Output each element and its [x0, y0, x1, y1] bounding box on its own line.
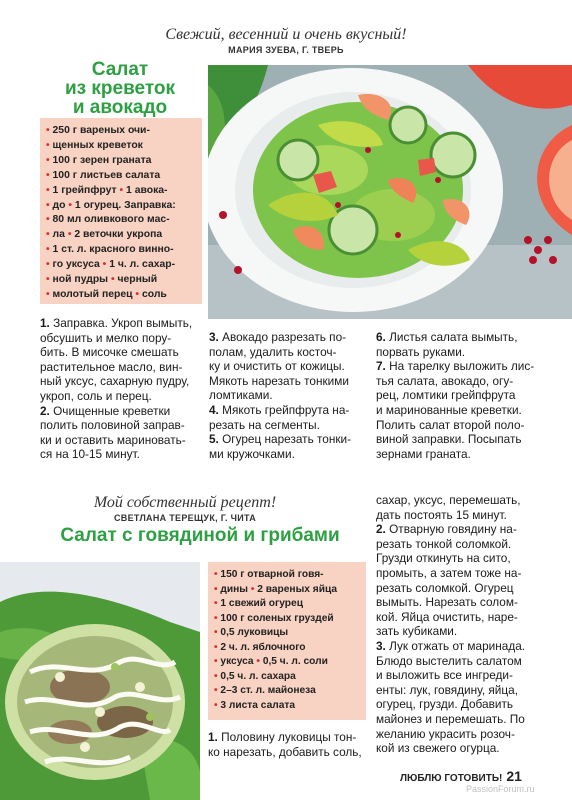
step-line: майонез и перемешать. По — [376, 711, 525, 726]
recipe2-steps-col-left — [208, 730, 370, 759]
page-footer — [400, 768, 560, 784]
ingredient-line: • 0,5 ч. л. сахара — [214, 670, 296, 682]
step-line: сахар, уксус, перемешать, — [376, 493, 521, 507]
ingredient-line: • 0,5 луковицы — [214, 627, 289, 638]
step-line: порвать руками. — [376, 344, 466, 359]
step-line: Мякоть нарезать тонкими — [209, 373, 349, 388]
step-line: и выложить все ингреди- — [376, 668, 513, 683]
ingredient-line: • 250 г вареных очи- — [46, 125, 150, 136]
step-line: кой из свежего огурца. — [376, 741, 500, 756]
ingredient-line: • уксуса • 0,5 ч. л. соли — [214, 656, 328, 667]
recipe1-author: МАРИЯ ЗУЕВА, Г. ТВЕРЬ — [228, 45, 344, 55]
step-line: ко нарезать, добавить соль, — [208, 744, 362, 759]
step-line: растительное масло, вин- — [40, 359, 183, 374]
watermark: PassionForum.ru — [466, 784, 535, 794]
step-line: вымыть. Нарезать солом- — [376, 595, 518, 610]
recipe1-title-line: Салат — [91, 59, 149, 80]
ingredient-line: • до • 1 огурец. Заправка: — [46, 199, 176, 211]
step-line: промыть, а затем тоже на- — [376, 565, 522, 580]
beef-salad-photo — [0, 562, 200, 800]
step-line: ный уксус, сахарную пудру, — [40, 374, 190, 389]
step-line: енты: лук, говядину, яйца, — [376, 682, 518, 697]
step-line: Блюдо выстелить салатом — [376, 653, 522, 668]
ingredient-line: • молотый перец • соль — [46, 288, 167, 300]
step-line: зернами граната. — [376, 446, 471, 461]
step-line: зать кубиками. — [376, 624, 458, 639]
recipe1-title-line: и авокадо — [72, 97, 168, 118]
step-line: Полить салат второй поло- — [376, 417, 525, 432]
magazine-name: ЛЮБЛЮ ГОТОВИТЬ! — [400, 773, 503, 784]
recipe1-steps-col1 — [40, 316, 202, 462]
step-line: рец, ломтики грейпфрута — [376, 388, 516, 403]
step-line: ломтиками. — [209, 388, 273, 403]
page-number: 21 — [506, 768, 522, 784]
recipe2-ingredients — [208, 562, 366, 720]
step-line: 2. Отварную говядину на- — [376, 522, 517, 537]
step-line: ки и оставить мариновать- — [40, 432, 186, 447]
step-line: дать постоять 15 минут. — [376, 507, 507, 522]
ingredient-line: • 100 г листьев салата — [46, 169, 161, 181]
step-line: 7. На тарелку выложить лис- — [376, 359, 535, 374]
step-line: укроп, соль и перец. — [40, 388, 152, 403]
ingredient-line: • ла • 2 веточки укропа — [46, 229, 163, 241]
step-line: резать на сегменты. — [209, 417, 320, 432]
ingredient-line: • 2 ч. л. яблочного — [214, 641, 306, 653]
step-line: тья салата, авокадо, огу- — [376, 373, 514, 388]
step-line: 4. Мякоть грейпфрута на- — [209, 402, 350, 417]
recipe1-title — [40, 60, 200, 117]
recipe2-steps-col-right — [376, 493, 540, 756]
step-line: полам, удалить косточ- — [209, 344, 337, 359]
shrimp-salad-illustration — [208, 65, 572, 319]
step-line: обсушить и мелко пору- — [40, 330, 172, 345]
ingredient-line: • 1 свежий огурец — [214, 598, 303, 609]
step-line: виной заправки. Посыпать — [376, 432, 522, 447]
recipe1-ingredients — [40, 118, 202, 304]
step-line: 1. Половину луковицы тон- — [208, 730, 357, 744]
step-line: 6. Листья салата вымыть, — [376, 330, 518, 344]
step-line: 2. Очищенные креветки — [40, 403, 171, 418]
recipe2-tagline: Мой собственный рецепт! — [93, 494, 277, 511]
ingredient-line: • дины • 2 вареных яйца — [214, 583, 338, 595]
step-line: 1. Заправка. Укроп вымыть, — [40, 316, 193, 330]
ingredient-line: • 1 грейпфрут • 1 авока- — [46, 184, 168, 196]
ingredient-line: • 2–3 ст. л. майонеза — [214, 685, 316, 696]
recipe1-tagline: Свежий, весенний и очень вкусный! — [165, 26, 407, 43]
step-line: 5. Огурец нарезать тонки- — [209, 432, 352, 447]
ingredient-line: • го уксуса • 1 ч. л. сахар- — [46, 259, 176, 271]
shrimp-salad-photo — [208, 65, 572, 319]
step-line: резать соломкой. Огурец — [376, 580, 514, 595]
ingredient-line: • 3 листа салата — [214, 699, 296, 711]
ingredient-line: • 150 г отварной говя- — [214, 569, 324, 580]
step-line: и маринованные креветки. — [376, 402, 522, 417]
step-line: бить. В мисочке смешать — [40, 345, 179, 360]
ingredient-line: • ной пудры • черный — [46, 274, 158, 286]
step-line: 3. Лук отжать от маринада. — [376, 638, 526, 653]
recipe2-title: Салат с говядиной и грибами — [60, 525, 340, 546]
step-line: желанию украсить розоч- — [376, 726, 515, 741]
step-line: кой. Яйца очистить, наре- — [376, 609, 518, 624]
ingredient-line: • щенных креветок — [46, 139, 143, 151]
recipe1-steps-col2 — [209, 330, 369, 461]
step-line: 3. Авокадо разрезать по- — [209, 330, 347, 344]
step-line: резать тонкой соломкой. — [376, 536, 512, 551]
step-line: ку и очистить от кожицы. — [209, 359, 345, 374]
ingredient-line: • 80 мл оливкового мас- — [46, 214, 170, 226]
step-line: полить половиной заправ- — [40, 418, 185, 433]
step-line: ся на 10-15 минут. — [40, 447, 140, 462]
recipe1-steps-col3 — [376, 330, 536, 461]
recipe1-title-line: из креветок — [64, 78, 175, 99]
step-line: ми кружочками. — [209, 446, 295, 461]
beef-salad-illustration — [0, 562, 200, 800]
ingredient-line: • 100 г соленых груздей — [214, 612, 334, 624]
ingredient-line: • 100 г зерен граната — [46, 154, 152, 166]
step-line: огурец, грузди. Добавить — [376, 697, 514, 712]
ingredient-line: • 1 ст. л. красного винно- — [46, 244, 174, 256]
recipe2-author: СВЕТЛАНА ТЕРЕЩУК, Г. ЧИТА — [113, 513, 257, 523]
step-line: Грузди откинуть на сито, — [376, 551, 511, 566]
